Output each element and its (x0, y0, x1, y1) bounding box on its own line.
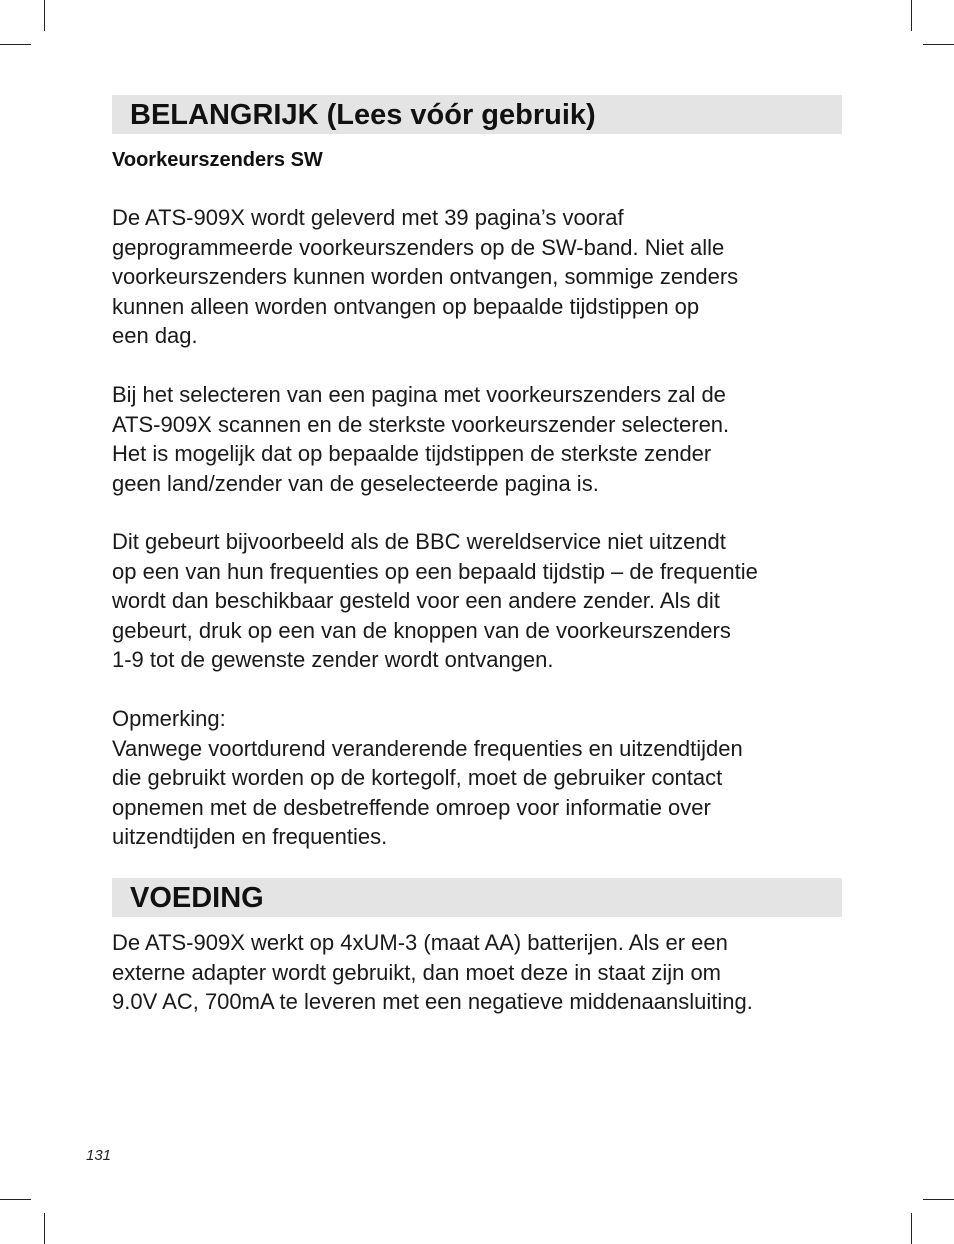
text-line: uitzendtijden en frequenties. (112, 824, 388, 849)
text-line: op een van hun frequenties op een bepaald tijdstip – de frequentie (112, 558, 758, 584)
text-line: gebeurt, druk op een van de knoppen van de voorkeurszenders (112, 617, 731, 643)
text-line: geen land/zender van de geselecteerde pagina is. (112, 470, 599, 496)
text-line: Vanwege voortdurend veranderende frequenties en uitzendtijden (112, 735, 743, 761)
text-line: een dag. (112, 323, 198, 348)
text-line: 9.0V AC, 700mA te leveren met een negatieve middenaansluiting. (112, 989, 753, 1014)
section-heading: VOEDING (130, 882, 264, 914)
text-line: kunnen alleen worden ontvangen op bepaalde tijdstippen op (112, 293, 700, 319)
crop-mark-top-right-vertical (911, 0, 912, 31)
crop-mark-top-left-horizontal (0, 44, 31, 45)
text-line: ATS-909X scannen en de sterkste voorkeurszender selecteren. (112, 411, 730, 437)
paragraph (112, 928, 842, 1017)
section-heading-bar (112, 878, 842, 917)
text-line: externe adapter wordt gebruikt, dan moet deze in staat zijn om (112, 959, 722, 985)
text-line: wordt dan beschikbaar gesteld voor een andere zender. Als dit (112, 588, 720, 613)
subheading: Voorkeurszenders SW (112, 149, 323, 171)
text-line: Bij het selecteren van een pagina met voorkeurszenders zal de (112, 382, 726, 407)
paragraph (112, 203, 842, 351)
text-line: opnemen met de desbetreffende omroep voor informatie over (112, 794, 711, 820)
crop-mark-bottom-right-vertical (911, 1213, 912, 1244)
text-line: geprogrammeerde voorkeurszenders op de SW-band. Niet alle (112, 234, 725, 260)
section-heading: BELANGRIJK (Lees vóór gebruik) (130, 99, 596, 131)
text-line: Het is mogelijk dat op bepaalde tijdstippen de sterkste zender (112, 441, 712, 466)
text-line: De ATS-909X werkt op 4xUM-3 (maat AA) batterijen. Als er een (112, 930, 728, 955)
paragraph (112, 527, 842, 675)
crop-mark-bottom-left-vertical (44, 1213, 45, 1244)
crop-mark-bottom-left-horizontal (0, 1199, 31, 1200)
crop-mark-bottom-right-horizontal (923, 1199, 954, 1200)
text-line: 1-9 tot de gewenste zender wordt ontvangen. (112, 647, 554, 672)
text-line: De ATS-909X wordt geleverd met 39 pagina’s vooraf (112, 205, 624, 230)
text-line: Dit gebeurt bijvoorbeeld als de BBC wereldservice niet uitzendt (112, 529, 726, 554)
crop-mark-top-right-horizontal (923, 44, 954, 45)
paragraph (112, 704, 842, 852)
text-line: voorkeurszenders kunnen worden ontvangen, sommige zenders (112, 264, 739, 289)
text-line: die gebruikt worden op de kortegolf, moet de gebruiker contact (112, 765, 723, 790)
section-heading-bar (112, 95, 842, 134)
crop-mark-top-left-vertical (44, 0, 45, 31)
paragraph (112, 380, 842, 498)
page-number: 131 (86, 1147, 112, 1164)
text-line: Opmerking: (112, 706, 226, 731)
